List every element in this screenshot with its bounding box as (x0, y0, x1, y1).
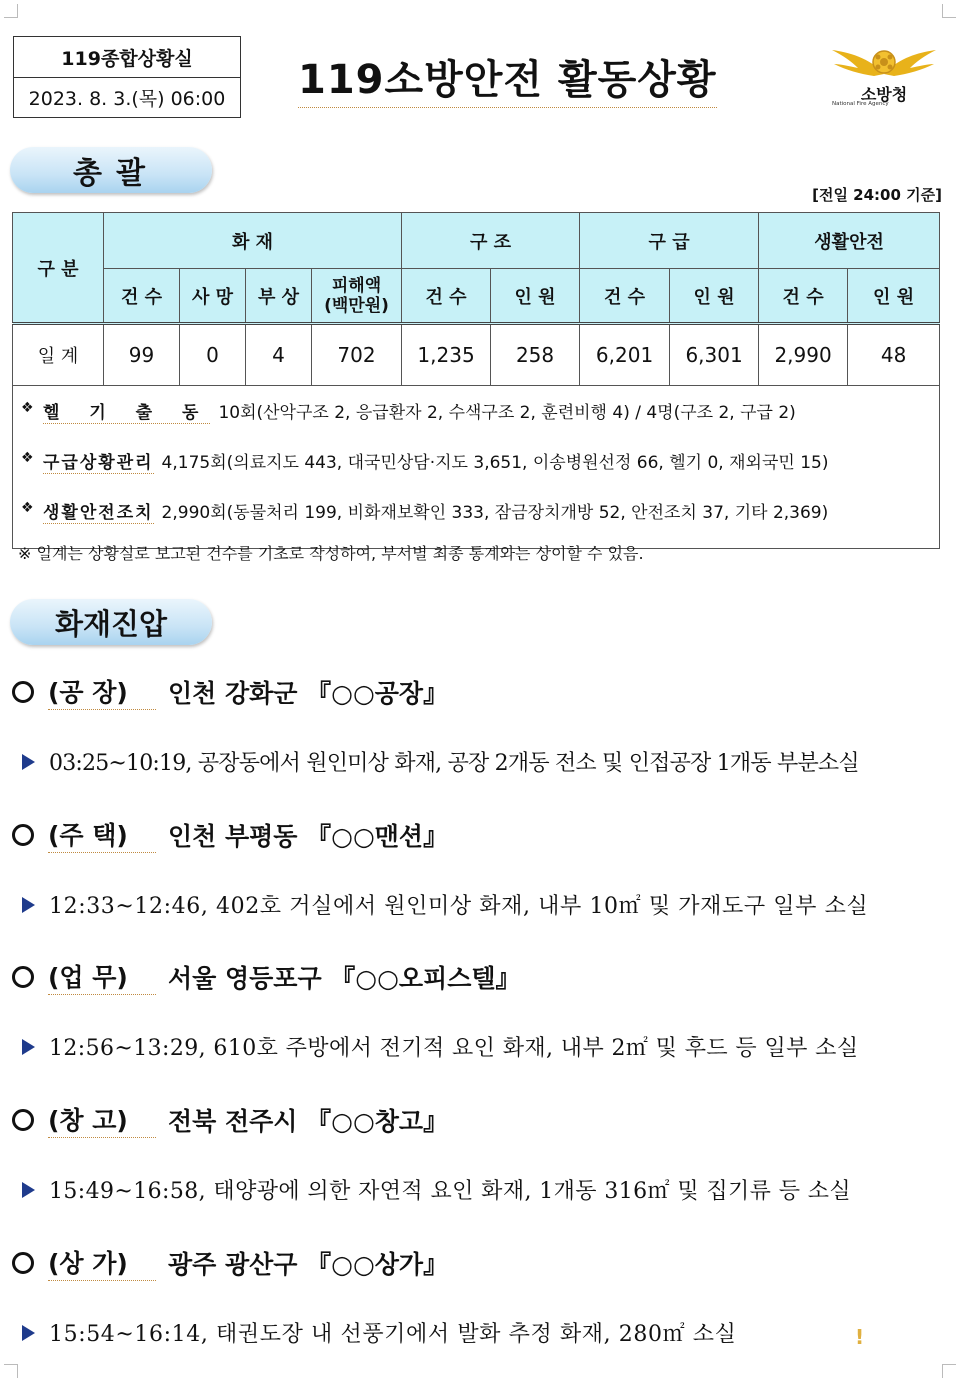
circle-bullet-icon (12, 1252, 34, 1274)
document-title: 119소방안전 활동상황 (298, 48, 717, 108)
circle-bullet-icon (12, 824, 34, 846)
col-category-header: 구 분 (13, 213, 104, 324)
incident-heading (12, 1244, 448, 1281)
incident-detail (22, 746, 859, 777)
circle-bullet-icon (12, 681, 34, 703)
note-text: 2,990회(동물처리 199, 비화재보확인 333, 잠금장치개방 52, 안전조치 37, 기타 2,369) (161, 503, 829, 523)
eagle-emblem-icon (830, 44, 938, 84)
triangle-bullet-icon (22, 1039, 35, 1055)
group-header-fire: 화 재 (104, 213, 402, 269)
statistics-table (12, 212, 940, 549)
incident-category: (상 가) (48, 1244, 156, 1281)
diamond-bullet-icon: ❖ (21, 400, 34, 416)
subheader-cell: 부 상 (246, 269, 312, 324)
incident-category: (주 택) (48, 816, 156, 853)
subheader-cell: 건 수 (580, 269, 670, 324)
agency-logo (830, 44, 938, 110)
page-corner-mark (942, 1364, 956, 1378)
note-text: 4,175회(의료지도 443, 대국민상담·지도 3,651, 이송병원선정 66, 헬기 0, 재외국민 15) (161, 453, 829, 473)
incident-heading (12, 816, 448, 853)
table-cell: 2,990 (759, 324, 848, 386)
incident-heading (12, 958, 521, 995)
note-line (21, 448, 939, 498)
group-header-safety: 생활안전 (759, 213, 940, 269)
group-header-rescue: 구 조 (402, 213, 580, 269)
triangle-bullet-icon (22, 754, 35, 770)
incident-heading (12, 1101, 448, 1138)
page-corner-mark (4, 4, 18, 18)
table-cell: 0 (180, 324, 246, 386)
office-name: 119종합상황실 (61, 47, 193, 70)
incident-detail (22, 1317, 737, 1348)
group-header-ems: 구 급 (580, 213, 759, 269)
basis-time: [전일 24:00 기준] (812, 186, 942, 204)
agency-name-en: National Fire Agency (832, 101, 889, 107)
table-row (13, 324, 940, 386)
incident-detail (22, 1174, 851, 1205)
incident-detail-text: 15:49~16:58, 태양광에 의한 자연적 요인 화재, 1개동 316㎡ 및 집기류 등 소실 (49, 1179, 852, 1204)
page-corner-mark (942, 4, 956, 18)
exclamation-mark-icon: ! (855, 1325, 865, 1349)
incident-category: (창 고) (48, 1101, 156, 1138)
agency-name: 소방청 (860, 85, 908, 104)
incident-detail (22, 889, 868, 920)
notes-cell (13, 386, 940, 549)
incident-category: (업 무) (48, 958, 156, 995)
circle-bullet-icon (12, 966, 34, 988)
table-cell: 4 (246, 324, 312, 386)
table-cell: 702 (312, 324, 402, 386)
note-key: 생활안전조치 (43, 498, 154, 524)
subheader-cell: 건 수 (402, 269, 491, 324)
incident-location: 인천 강화군 『○○공장』 (168, 678, 449, 708)
note-key: 헬 기 출 동 (43, 398, 210, 424)
subheader-cell: 인 원 (670, 269, 759, 324)
table-cell: 6,301 (670, 324, 759, 386)
incident-detail-text: 12:56~13:29, 610호 주방에서 전기적 요인 화재, 내부 2㎡ 및 후드 등 일부 소실 (49, 1036, 859, 1061)
table-cell: 258 (491, 324, 580, 386)
circle-bullet-icon (12, 1109, 34, 1131)
section-fire-title: 화재진압 (10, 599, 212, 645)
table-cell: 6,201 (580, 324, 670, 386)
subheader-cell: 사 망 (180, 269, 246, 324)
incident-detail-text: 15:54~16:14, 태권도장 내 선풍기에서 발화 추정 화재, 280㎡ 소실 (49, 1322, 737, 1347)
subheader-cell: 인 원 (848, 269, 940, 324)
row-label: 일 계 (13, 324, 104, 386)
page-corner-mark (4, 1364, 18, 1378)
diamond-bullet-icon: ❖ (21, 450, 34, 466)
incident-heading (12, 673, 448, 710)
incident-location: 인천 부평동 『○○맨션』 (168, 821, 449, 851)
table-cell: 1,235 (402, 324, 491, 386)
incident-location: 광주 광산구 『○○상가』 (168, 1249, 449, 1279)
subheader-cell: 인 원 (491, 269, 580, 324)
note-text: 10회(산악구조 2, 응급환자 2, 수색구조 2, 훈련비행 4) / 4명(구조 2, 구급 2) (218, 403, 796, 423)
note-line (21, 398, 939, 448)
triangle-bullet-icon (22, 1325, 35, 1341)
incident-location: 전북 전주시 『○○창고』 (168, 1106, 449, 1136)
report-info-box (13, 36, 241, 118)
note-key: 구급상황관리 (43, 448, 154, 474)
triangle-bullet-icon (22, 1182, 35, 1198)
triangle-bullet-icon (22, 897, 35, 913)
incident-detail-text: 12:33~12:46, 402호 거실에서 원인미상 화재, 내부 10㎡ 및 가재도구 일부 소실 (49, 894, 869, 919)
diamond-bullet-icon: ❖ (21, 500, 34, 516)
incident-location: 서울 영등포구 『○○오피스텔』 (168, 963, 521, 993)
incident-detail-text: 03:25~10:19, 공장동에서 원인미상 화재, 공장 2개동 전소 및 인접공장 1개동 부분소실 (49, 751, 859, 776)
subheader-cell: 건 수 (759, 269, 848, 324)
report-datetime: 2023. 8. 3.(목) 06:00 (14, 77, 240, 117)
section-summary-title: 총괄 (10, 147, 212, 193)
subheader-cell: 건 수 (104, 269, 180, 324)
table-cell: 99 (104, 324, 180, 386)
table-cell: 48 (848, 324, 940, 386)
footnote: ※ 일계는 상황실로 보고된 건수를 기초로 작성하여, 부서별 최종 통계와는 상이할 수 있음. (18, 544, 644, 563)
incident-category: (공 장) (48, 673, 156, 710)
subheader-cell: 피해액 (백만원) (312, 269, 402, 324)
incident-detail (22, 1031, 858, 1062)
